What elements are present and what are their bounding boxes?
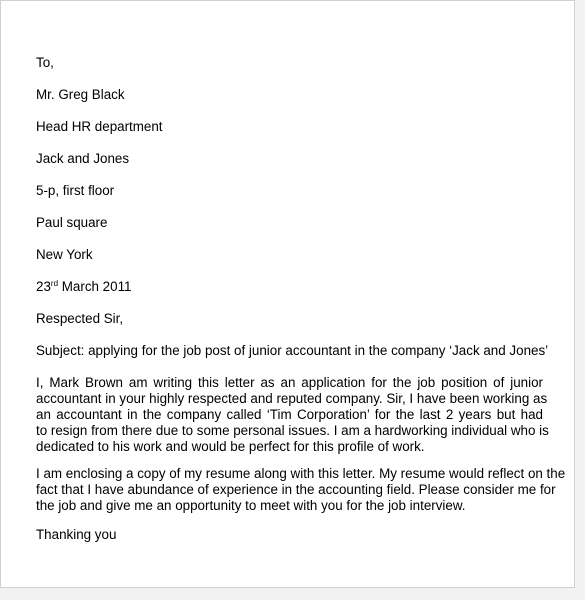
paragraph-1-line: I, Mark Brown am writing this letter as an application for the job position of junior [36, 375, 543, 390]
recipient-name: Mr. Greg Black [36, 87, 125, 102]
paragraph-2 [36, 466, 566, 514]
company-name: Jack and Jones [36, 151, 130, 166]
paragraph-1-line: accountant in your highly respected and reputed company. Sir, I have been working as [36, 391, 548, 406]
paragraph-2-line: fact that I have abundance of experience in the accounting field. Please consider me for [36, 482, 556, 497]
letter-date [36, 279, 131, 295]
city: New York [36, 247, 93, 262]
paragraph-1-line: an accountant in the company called ‘Tim Corporation’ for the last 2 years but had [36, 407, 543, 422]
greeting: Respected Sir, [36, 311, 124, 326]
paragraph-2-line: I am enclosing a copy of my resume along with this letter. My resume would reflect on the [36, 466, 566, 481]
paragraph-1-line: dedicated to his work and would be perfect for this profile of work. [36, 439, 425, 454]
address-line-1: 5-p, first floor [36, 183, 115, 198]
salutation-to: To, [36, 55, 54, 70]
recipient-title: Head HR department [36, 119, 163, 134]
paragraph-1 [36, 375, 549, 455]
closing: Thanking you [36, 527, 117, 542]
date-suffix: rd [50, 279, 59, 288]
paragraph-2-line: the job and give me an opportunity to meet with you for the job interview. [36, 498, 466, 513]
address-line-2: Paul square [36, 215, 108, 230]
date-day: 23 [36, 279, 51, 294]
date-rest: March 2011 [58, 279, 132, 294]
paragraph-1-line: to resign from there due to some personal issues. I am a hardworking individual who is [36, 423, 549, 438]
subject-line: Subject: applying for the job post of junior accountant in the company ‘Jack and Jones’ [36, 343, 549, 358]
